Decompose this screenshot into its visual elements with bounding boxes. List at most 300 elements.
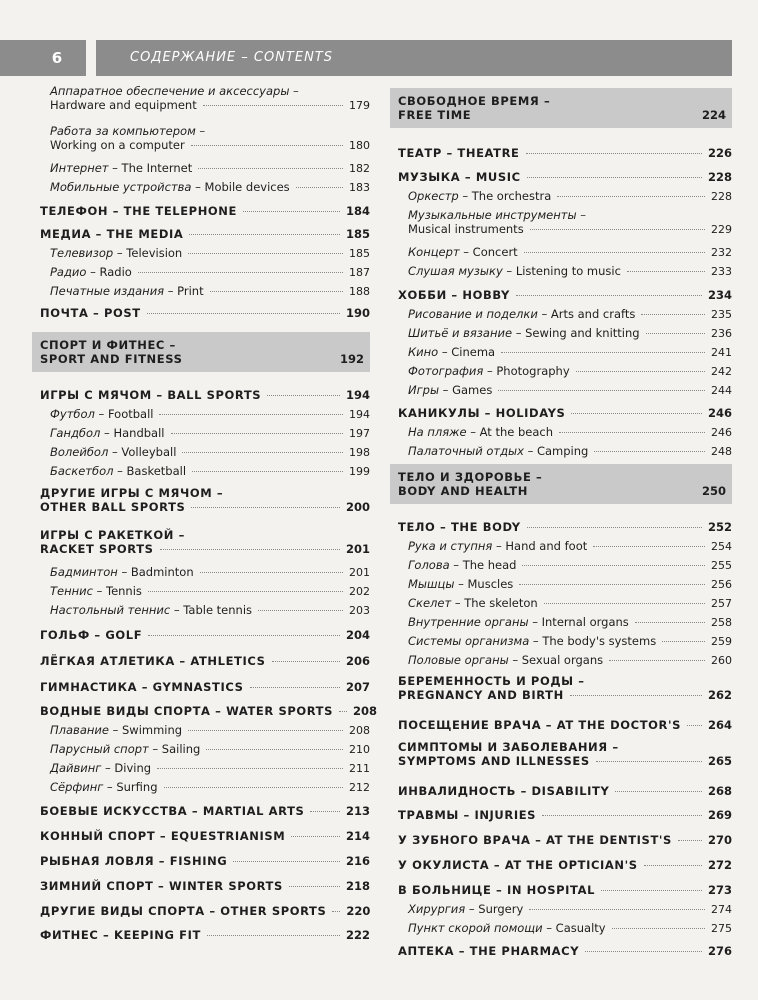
dot-leader bbox=[160, 549, 340, 550]
chapter-title: ГОЛЬФ – GOLF bbox=[40, 628, 143, 642]
subtopic-title bbox=[398, 921, 606, 935]
page-ref: 210 bbox=[349, 743, 370, 756]
toc-row bbox=[40, 854, 370, 868]
dot-leader bbox=[687, 725, 702, 726]
page-ref: 268 bbox=[707, 784, 732, 798]
subtopic-title bbox=[398, 364, 570, 378]
toc-row bbox=[40, 829, 370, 843]
toc-entry bbox=[398, 170, 732, 184]
subtopic-ru: Футбол bbox=[50, 407, 95, 421]
page-ref: 194 bbox=[349, 408, 370, 421]
dot-leader bbox=[501, 352, 705, 353]
subtopic-ru: Фотография bbox=[408, 364, 484, 378]
subtopic-en: – Basketball bbox=[113, 464, 187, 478]
toc-row bbox=[398, 833, 732, 847]
toc-row bbox=[40, 445, 370, 459]
page-ref: 213 bbox=[345, 804, 370, 818]
page-ref: 206 bbox=[345, 654, 370, 668]
subtopic-ru: На пляже bbox=[408, 425, 467, 439]
page-ref: 229 bbox=[711, 223, 732, 236]
toc-entry bbox=[40, 445, 370, 459]
toc-entry bbox=[40, 246, 370, 260]
page-ref: 255 bbox=[711, 559, 732, 572]
chapter-title-en: OTHER BALL SPORTS bbox=[40, 500, 186, 514]
subtopic-ru: Волейбол bbox=[50, 445, 109, 459]
toc-entry bbox=[40, 565, 370, 579]
subtopic-en: – Diving bbox=[101, 761, 152, 775]
toc-entry bbox=[40, 284, 370, 298]
toc-section bbox=[390, 464, 732, 504]
dot-leader bbox=[498, 390, 705, 391]
toc-row bbox=[40, 227, 370, 241]
toc-row bbox=[40, 246, 370, 260]
toc-entry bbox=[398, 808, 732, 822]
chapter-title: ХОББИ – HOBBY bbox=[398, 288, 510, 302]
toc-entry bbox=[40, 603, 370, 617]
toc-entry bbox=[40, 306, 370, 320]
page-ref: 248 bbox=[711, 445, 732, 458]
page-ref: 257 bbox=[711, 597, 732, 610]
dot-leader bbox=[191, 145, 343, 146]
subtopic-en: – Photography bbox=[483, 364, 570, 378]
toc-row bbox=[398, 539, 732, 553]
toc-row bbox=[40, 565, 370, 579]
toc-row bbox=[398, 808, 732, 822]
dot-leader bbox=[148, 635, 340, 636]
chapter-title: ИГРЫ С МЯЧОМ – BALL SPORTS bbox=[40, 388, 262, 402]
section-row bbox=[398, 108, 726, 122]
subtopic-ru: Хирургия bbox=[408, 902, 466, 916]
toc-row bbox=[40, 500, 370, 514]
toc-row bbox=[398, 784, 732, 798]
toc-entry bbox=[398, 539, 732, 553]
toc-row bbox=[40, 388, 370, 402]
subtopic-title bbox=[398, 596, 538, 610]
toc-entry bbox=[398, 520, 732, 534]
subtopic-ru: Голова bbox=[408, 558, 450, 572]
chapter-title: ИНВАЛИДНОСТЬ – DISABILITY bbox=[398, 784, 610, 798]
toc-row bbox=[398, 944, 732, 958]
page-ref: 262 bbox=[707, 688, 732, 702]
chapter-title: ТЕАТР – THEATRE bbox=[398, 146, 520, 160]
page-ref: 232 bbox=[711, 246, 732, 259]
subtopic-ru: Палаточный отдых bbox=[408, 444, 524, 458]
subtopic-ru: Радио bbox=[50, 265, 87, 279]
toc-row bbox=[40, 204, 370, 218]
toc-entry bbox=[40, 407, 370, 421]
chapter-title: БОЕВЫЕ ИСКУССТВА – MARTIAL ARTS bbox=[40, 804, 305, 818]
subtopic-ru: Бадминтон bbox=[50, 565, 118, 579]
toc-entry bbox=[40, 265, 370, 279]
section-title-en: BODY AND HEALTH bbox=[398, 484, 528, 498]
chapter-title: ГИМНАСТИКА – GYMNASTICS bbox=[40, 680, 244, 694]
subtopic-title bbox=[40, 265, 132, 279]
toc-row bbox=[398, 170, 732, 184]
subtopic-en: – Arts and crafts bbox=[537, 307, 636, 321]
subtopic-ru: Мобильные устройства bbox=[50, 180, 192, 194]
dot-leader bbox=[147, 313, 340, 314]
subtopic-en: Musical instruments bbox=[408, 222, 524, 236]
toc-row bbox=[40, 98, 370, 112]
chapter-title: МУЗЫКА – MUSIC bbox=[398, 170, 521, 184]
subtopic-ru: Шитьё и вязание bbox=[408, 326, 513, 340]
page-ref: 274 bbox=[711, 903, 732, 916]
toc-entry bbox=[398, 406, 732, 420]
subtopic-title bbox=[398, 577, 513, 591]
section-row bbox=[40, 352, 364, 366]
chapter-title: У ЗУБНОГО ВРАЧА – AT THE DENTIST'S bbox=[398, 833, 672, 847]
toc-row bbox=[40, 680, 370, 694]
page-ref: 265 bbox=[707, 754, 732, 768]
page-ref: 235 bbox=[711, 308, 732, 321]
subtopic-title bbox=[398, 189, 551, 203]
toc-entry bbox=[40, 804, 370, 818]
toc-row bbox=[398, 688, 732, 702]
page-ref: 220 bbox=[346, 904, 371, 918]
page-ref: 183 bbox=[349, 181, 370, 194]
subtopic-en: – Camping bbox=[523, 444, 589, 458]
dot-leader bbox=[272, 661, 340, 662]
dot-leader bbox=[635, 622, 705, 623]
dot-leader bbox=[258, 610, 343, 611]
chapter-title: ПОСЕЩЕНИЕ ВРАЧА – AT THE DOCTOR'S bbox=[398, 718, 681, 732]
toc-entry bbox=[40, 628, 370, 642]
page-ref: 226 bbox=[707, 146, 732, 160]
dot-leader bbox=[627, 271, 705, 272]
toc-row bbox=[398, 245, 732, 259]
subtopic-en: – The orchestra bbox=[458, 189, 552, 203]
subtopic-title bbox=[40, 180, 290, 194]
subtopic-ru: Сёрфинг bbox=[50, 780, 104, 794]
subtopic-en: Hardware and equipment bbox=[50, 98, 197, 112]
toc-entry bbox=[40, 486, 370, 514]
page-ref: 222 bbox=[345, 928, 370, 942]
toc-entry bbox=[398, 288, 732, 302]
page-ref: 214 bbox=[345, 829, 370, 843]
toc-entry bbox=[398, 425, 732, 439]
toc-entry bbox=[40, 388, 370, 402]
subtopic-title bbox=[398, 245, 518, 259]
section-title-ru: ТЕЛО И ЗДОРОВЬЕ – bbox=[398, 470, 543, 484]
subtopic-en: – Television bbox=[113, 246, 183, 260]
subtopic-ru: Половые органы bbox=[408, 653, 509, 667]
subtopic-en: – Print bbox=[164, 284, 204, 298]
toc-entry bbox=[40, 704, 378, 718]
chapter-title-en: RACKET SPORTS bbox=[40, 542, 154, 556]
subtopic-ru: Музыкальные инструменты – bbox=[408, 208, 586, 222]
subtopic-ru: Рисование и поделки bbox=[408, 307, 538, 321]
page-ref: 224 bbox=[701, 108, 726, 122]
dot-leader bbox=[527, 527, 702, 528]
subtopic-en: – Surfing bbox=[103, 780, 158, 794]
page-ref: 208 bbox=[353, 704, 378, 718]
toc-section bbox=[390, 88, 732, 128]
toc-row bbox=[40, 603, 370, 617]
dot-leader bbox=[593, 546, 705, 547]
toc-entry bbox=[398, 208, 732, 236]
page-ref: 275 bbox=[711, 922, 732, 935]
dot-leader bbox=[148, 591, 343, 592]
chapter-title-ru: ДРУГИЕ ИГРЫ С МЯЧОМ – bbox=[40, 486, 224, 500]
chapter-title: ТЕЛЕФОН – THE TELEPHONE bbox=[40, 204, 237, 218]
subtopic-en: – Volleyball bbox=[108, 445, 177, 459]
toc-row bbox=[398, 883, 732, 897]
toc-entry bbox=[40, 928, 370, 942]
toc-row bbox=[398, 577, 732, 591]
page-ref: 228 bbox=[711, 190, 732, 203]
page-header bbox=[0, 40, 732, 76]
toc-entry bbox=[398, 674, 732, 702]
subtopic-title bbox=[398, 425, 553, 439]
chapter-title: ЗИМНИЙ СПОРТ – WINTER SPORTS bbox=[40, 879, 283, 893]
toc-row bbox=[398, 653, 732, 667]
dot-leader bbox=[267, 395, 340, 396]
page-ref: 254 bbox=[711, 540, 732, 553]
page-ref: 269 bbox=[707, 808, 732, 822]
dot-leader bbox=[542, 815, 702, 816]
toc-row bbox=[398, 902, 732, 916]
page-ref: 250 bbox=[701, 484, 726, 498]
dot-leader bbox=[207, 935, 340, 936]
toc-entry bbox=[398, 345, 732, 359]
toc-entry bbox=[398, 634, 732, 648]
page-ref: 276 bbox=[707, 944, 732, 958]
page-ref: 270 bbox=[707, 833, 732, 847]
subtopic-en: – Surgery bbox=[465, 902, 524, 916]
chapter-title: ВОДНЫЕ ВИДЫ СПОРТА – WATER SPORTS bbox=[40, 704, 333, 718]
toc-entry bbox=[398, 326, 732, 340]
dot-leader bbox=[544, 603, 705, 604]
page-ref: 246 bbox=[707, 406, 732, 420]
dot-leader bbox=[188, 730, 343, 731]
dot-leader bbox=[203, 105, 343, 106]
dot-leader bbox=[516, 295, 702, 296]
subtopic-en: – Football bbox=[94, 407, 154, 421]
dot-leader bbox=[191, 507, 340, 508]
page-ref: 218 bbox=[345, 879, 370, 893]
subtopic-ru: Работа за компьютером – bbox=[50, 124, 206, 138]
dot-leader bbox=[527, 177, 702, 178]
subtopic-en: – The Internet bbox=[108, 161, 193, 175]
toc-row bbox=[398, 345, 732, 359]
toc-row bbox=[398, 406, 732, 420]
toc-row bbox=[398, 444, 732, 458]
subtopic-title bbox=[40, 584, 142, 598]
toc-entry bbox=[40, 84, 370, 112]
chapter-title: В БОЛЬНИЦЕ – IN HOSPITAL bbox=[398, 883, 596, 897]
dot-leader bbox=[210, 291, 343, 292]
page-ref: 234 bbox=[707, 288, 732, 302]
toc-entry bbox=[398, 833, 732, 847]
subtopic-en: – Casualty bbox=[542, 921, 606, 935]
page-ref: 241 bbox=[711, 346, 732, 359]
page-ref: 273 bbox=[707, 883, 732, 897]
page-ref: 182 bbox=[349, 162, 370, 175]
dot-leader bbox=[138, 272, 343, 273]
subtopic-en: – The skeleton bbox=[451, 596, 538, 610]
toc-entry bbox=[40, 854, 370, 868]
toc-row bbox=[398, 596, 732, 610]
chapter-title: ТРАВМЫ – INJURIES bbox=[398, 808, 537, 822]
page-ref: 208 bbox=[349, 724, 370, 737]
toc-row bbox=[40, 654, 370, 668]
subtopic-title bbox=[398, 383, 492, 397]
toc-row bbox=[40, 742, 370, 756]
dot-leader bbox=[646, 333, 705, 334]
dot-leader bbox=[530, 229, 705, 230]
chapter-title-ru: ИГРЫ С РАКЕТКОЙ – bbox=[40, 528, 185, 542]
chapter-title: ПОЧТА – POST bbox=[40, 306, 141, 320]
toc-entry bbox=[40, 904, 370, 918]
toc-entry bbox=[398, 577, 732, 591]
subtopic-title bbox=[398, 345, 495, 359]
subtopic-en: – Games bbox=[439, 383, 493, 397]
subtopic-ru: Парусный спорт bbox=[50, 742, 149, 756]
subtopic-ru: Баскетбол bbox=[50, 464, 114, 478]
subtopic-ru: Игры bbox=[408, 383, 440, 397]
page-ref: 207 bbox=[345, 680, 370, 694]
toc-row bbox=[398, 383, 732, 397]
toc-entry bbox=[398, 921, 732, 935]
toc-entry bbox=[40, 742, 370, 756]
chapter-title-ru: БЕРЕМЕННОСТЬ И РОДЫ – bbox=[398, 674, 585, 688]
toc-entry bbox=[40, 528, 370, 556]
dot-leader bbox=[339, 711, 347, 712]
page-ref: 233 bbox=[711, 265, 732, 278]
subtopic-en: – The body's systems bbox=[529, 634, 657, 648]
toc-row bbox=[40, 138, 370, 152]
toc-row bbox=[40, 804, 370, 818]
section-row bbox=[398, 484, 726, 498]
dot-leader bbox=[596, 761, 702, 762]
subtopic-en: – Sailing bbox=[148, 742, 201, 756]
toc-entry bbox=[398, 558, 732, 572]
page-ref: 200 bbox=[345, 500, 370, 514]
toc-entry bbox=[398, 902, 732, 916]
subtopic-ru: Теннис bbox=[50, 584, 93, 598]
subtopic-ru: Мышцы bbox=[408, 577, 455, 591]
dot-leader bbox=[559, 432, 705, 433]
subtopic-en: – Handball bbox=[100, 426, 165, 440]
subtopic-ru: Концерт bbox=[408, 245, 460, 259]
chapter-title: ФИТНЕС – KEEPING FIT bbox=[40, 928, 201, 942]
dot-leader bbox=[615, 791, 702, 792]
page-ref: 201 bbox=[345, 542, 370, 556]
page-ref: 203 bbox=[349, 604, 370, 617]
subtopic-en: – Table tennis bbox=[170, 603, 253, 617]
subtopic-en: – Listening to music bbox=[502, 264, 621, 278]
page-ref: 211 bbox=[349, 762, 370, 775]
page-ref: 202 bbox=[349, 585, 370, 598]
toc-row bbox=[40, 464, 370, 478]
page-ref: 187 bbox=[349, 266, 370, 279]
page-ref: 216 bbox=[345, 854, 370, 868]
chapter-title: ДРУГИЕ ВИДЫ СПОРТА – OTHER SPORTS bbox=[40, 904, 327, 918]
page-ref: 260 bbox=[711, 654, 732, 667]
toc-row bbox=[398, 146, 732, 160]
chapter-title: МЕДИА – THE MEDIA bbox=[40, 227, 184, 241]
page-ref: 258 bbox=[711, 616, 732, 629]
chapter-title-en: PREGNANCY AND BIRTH bbox=[398, 688, 564, 702]
toc-entry bbox=[40, 227, 370, 241]
subtopic-ru: Слушая музыку bbox=[408, 264, 503, 278]
toc-entry bbox=[398, 944, 732, 958]
subtopic-ru: Аппаратное обеспечение и аксессуары – bbox=[50, 84, 299, 98]
toc-entry bbox=[398, 718, 732, 732]
toc-entry bbox=[40, 180, 370, 194]
toc-entry bbox=[40, 723, 370, 737]
toc-entry bbox=[40, 464, 370, 478]
dot-leader bbox=[243, 211, 340, 212]
subtopic-title bbox=[40, 246, 182, 260]
dot-leader bbox=[296, 187, 343, 188]
dot-leader bbox=[557, 196, 705, 197]
dot-leader bbox=[289, 886, 340, 887]
subtopic-en: – The head bbox=[449, 558, 517, 572]
toc-row bbox=[398, 615, 732, 629]
subtopic-title bbox=[398, 653, 603, 667]
subtopic-title bbox=[40, 565, 194, 579]
subtopic-title bbox=[398, 444, 588, 458]
toc-entry bbox=[40, 584, 370, 598]
subtopic-en: – Cinema bbox=[438, 345, 496, 359]
page-ref: 259 bbox=[711, 635, 732, 648]
section-title-ru: СВОБОДНОЕ ВРЕМЯ – bbox=[398, 94, 551, 108]
toc-entry bbox=[40, 426, 370, 440]
page-ref: 185 bbox=[349, 247, 370, 260]
subtopic-title bbox=[40, 284, 204, 298]
toc-row bbox=[398, 858, 732, 872]
toc-entry bbox=[398, 444, 732, 458]
subtopic-en: Working on a computer bbox=[50, 138, 185, 152]
dot-leader bbox=[159, 414, 343, 415]
subtopic-title bbox=[40, 464, 186, 478]
dot-leader bbox=[585, 951, 702, 952]
toc-entry bbox=[40, 124, 370, 152]
toc-row bbox=[398, 307, 732, 321]
dot-leader bbox=[171, 433, 344, 434]
dot-leader bbox=[198, 168, 343, 169]
subtopic-ru: Дайвинг bbox=[50, 761, 102, 775]
toc-entry bbox=[40, 761, 370, 775]
toc-row bbox=[40, 704, 378, 718]
dot-leader bbox=[524, 252, 705, 253]
page-ref: 185 bbox=[345, 227, 370, 241]
page-ref: 212 bbox=[349, 781, 370, 794]
page-ref: 198 bbox=[349, 446, 370, 459]
dot-leader bbox=[157, 768, 343, 769]
chapter-title: ЛЁГКАЯ АТЛЕТИКА – ATHLETICS bbox=[40, 654, 266, 668]
toc-row bbox=[40, 723, 370, 737]
toc-row bbox=[398, 326, 732, 340]
dot-leader bbox=[310, 811, 340, 812]
subtopic-title bbox=[40, 723, 182, 737]
page-ref: 256 bbox=[711, 578, 732, 591]
toc-entry bbox=[398, 307, 732, 321]
toc-entry bbox=[398, 189, 732, 203]
subtopic-title bbox=[40, 426, 165, 440]
dot-leader bbox=[576, 371, 705, 372]
subtopic-ru: Пункт скорой помощи bbox=[408, 921, 543, 935]
chapter-title: ТЕЛО – THE BODY bbox=[398, 520, 521, 534]
toc-section bbox=[32, 332, 370, 372]
subtopic-ru: Телевизор bbox=[50, 246, 114, 260]
dot-leader bbox=[188, 253, 343, 254]
toc-row bbox=[398, 718, 732, 732]
toc-entry bbox=[398, 740, 732, 768]
page-ref: 201 bbox=[349, 566, 370, 579]
subtopic-ru: Интернет bbox=[50, 161, 109, 175]
